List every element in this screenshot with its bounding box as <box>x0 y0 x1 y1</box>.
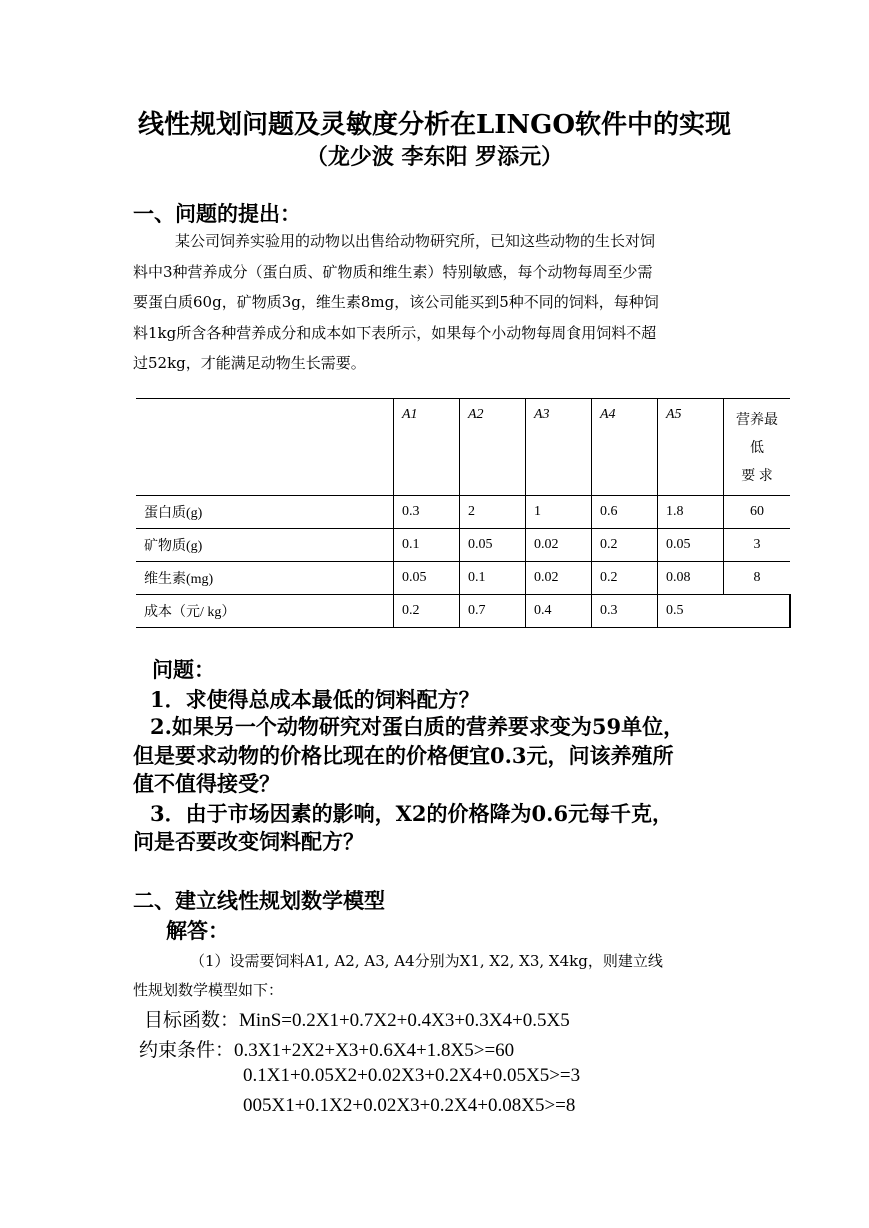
cell: 0.2 <box>592 529 658 562</box>
model-intro-line: （1）设需要饲料A1, A2, A3, A4分别为X1, X2, X3, X4kg，则建立线 <box>190 952 663 970</box>
paragraph-line: 料1kg所含各种营养成分和成本如下表所示，如果每个小动物每周食用饲料不超 <box>133 323 657 342</box>
cell: 0.4 <box>526 595 592 628</box>
objective-row <box>144 1005 570 1032</box>
constraint-label: 约束条件： <box>139 1040 235 1061</box>
section1-heading: 一、问题的提出： <box>133 201 301 226</box>
answer-label: 解答： <box>166 918 229 943</box>
req-cell: 60 <box>724 496 791 529</box>
section1-paragraph <box>133 226 739 379</box>
table-row <box>136 562 790 595</box>
header-empty-cell <box>136 399 394 496</box>
req-cell: 3 <box>724 529 791 562</box>
questions-label: 问题： <box>152 657 215 682</box>
authors: （龙少波 李东阳 罗添元） <box>305 144 564 170</box>
header-min-requirement <box>724 399 791 496</box>
cell: 0.6 <box>592 496 658 529</box>
cell: 0.5 <box>658 595 791 628</box>
question-2-line: 值不值得接受？ <box>133 771 280 796</box>
req-header-line: 营养最 <box>736 413 778 428</box>
model-intro-line: 性规划数学模型如下： <box>133 981 284 999</box>
row-label: 维生素(mg) <box>136 562 394 595</box>
cell: 0.08 <box>658 562 724 595</box>
paragraph-line: 要蛋白质60g，矿物质3g，维生素8mg，该公司能买到5种不同的饲料，每种饲 <box>133 293 659 311</box>
table-row-cost <box>136 595 790 628</box>
paragraph-line: 料中3种营养成分（蛋白质、矿物质和维生素）特别敏感，每个动物每周至少需 <box>133 262 653 281</box>
req-header-line: 要 求 <box>741 469 773 484</box>
cell: 2 <box>460 496 526 529</box>
req-cell: 8 <box>724 562 791 595</box>
question-3-line: 问是否要改变饲料配方？ <box>133 829 364 854</box>
objective-label: 目标函数： <box>144 1010 240 1031</box>
constraint: 005X1+0.1X2+0.02X3+0.2X4+0.08X5>=8 <box>243 1095 576 1116</box>
cell: 0.3 <box>394 496 460 529</box>
header-a2: A2 <box>460 399 526 496</box>
header-a3: A3 <box>526 399 592 496</box>
question-3-line: 3．由于市场因素的影响，X2的价格降为0.6元每千克， <box>150 801 674 826</box>
cell: 0.1 <box>460 562 526 595</box>
cell: 0.3 <box>592 595 658 628</box>
cell: 0.02 <box>526 529 592 562</box>
cell: 0.2 <box>592 562 658 595</box>
req-header-line: 低 <box>750 441 764 456</box>
paragraph-line: 过52kg，才能满足动物生长需要。 <box>133 354 366 372</box>
constraint: 0.3X1+2X2+X3+0.6X4+1.8X5>=60 <box>234 1040 515 1061</box>
table-row <box>136 496 790 529</box>
cell: 0.05 <box>658 529 724 562</box>
cell: 0.05 <box>394 562 460 595</box>
nutrition-table <box>136 398 791 628</box>
question-2-line: 2.如果另一个动物研究对蛋白质的营养要求变为59单位， <box>150 714 685 739</box>
header-a4: A4 <box>592 399 658 496</box>
row-label: 矿物质(g) <box>136 529 394 562</box>
cell: 0.7 <box>460 595 526 628</box>
constraint: 0.1X1+0.05X2+0.02X3+0.2X4+0.05X5>=3 <box>243 1065 581 1086</box>
table-header-row <box>136 399 790 496</box>
cell: 0.05 <box>460 529 526 562</box>
header-a1: A1 <box>394 399 460 496</box>
header-a5: A5 <box>658 399 724 496</box>
question-2-line: 但是要求动物的价格比现在的价格便宜0.3元，问该养殖所 <box>133 743 674 768</box>
constraint-row <box>139 1035 514 1062</box>
cell: 1.8 <box>658 496 724 529</box>
objective-function: MinS=0.2X1+0.7X2+0.4X3+0.3X4+0.5X5 <box>239 1010 570 1031</box>
cell: 0.2 <box>394 595 460 628</box>
question-1: 1．求使得总成本最低的饲料配方？ <box>150 687 480 712</box>
row-label: 成本（元/ kg） <box>136 595 394 628</box>
row-label: 蛋白质(g) <box>136 496 394 529</box>
section2-heading: 二、建立线性规划数学模型 <box>133 888 385 913</box>
document-title: 线性规划问题及灵敏度分析在LINGO软件中的实现 <box>137 110 732 140</box>
cell: 1 <box>526 496 592 529</box>
cell: 0.1 <box>394 529 460 562</box>
cell: 0.02 <box>526 562 592 595</box>
paragraph-line: 某公司饲养实验用的动物以出售给动物研究所，已知这些动物的生长对饲 <box>175 232 656 250</box>
table-row <box>136 529 790 562</box>
